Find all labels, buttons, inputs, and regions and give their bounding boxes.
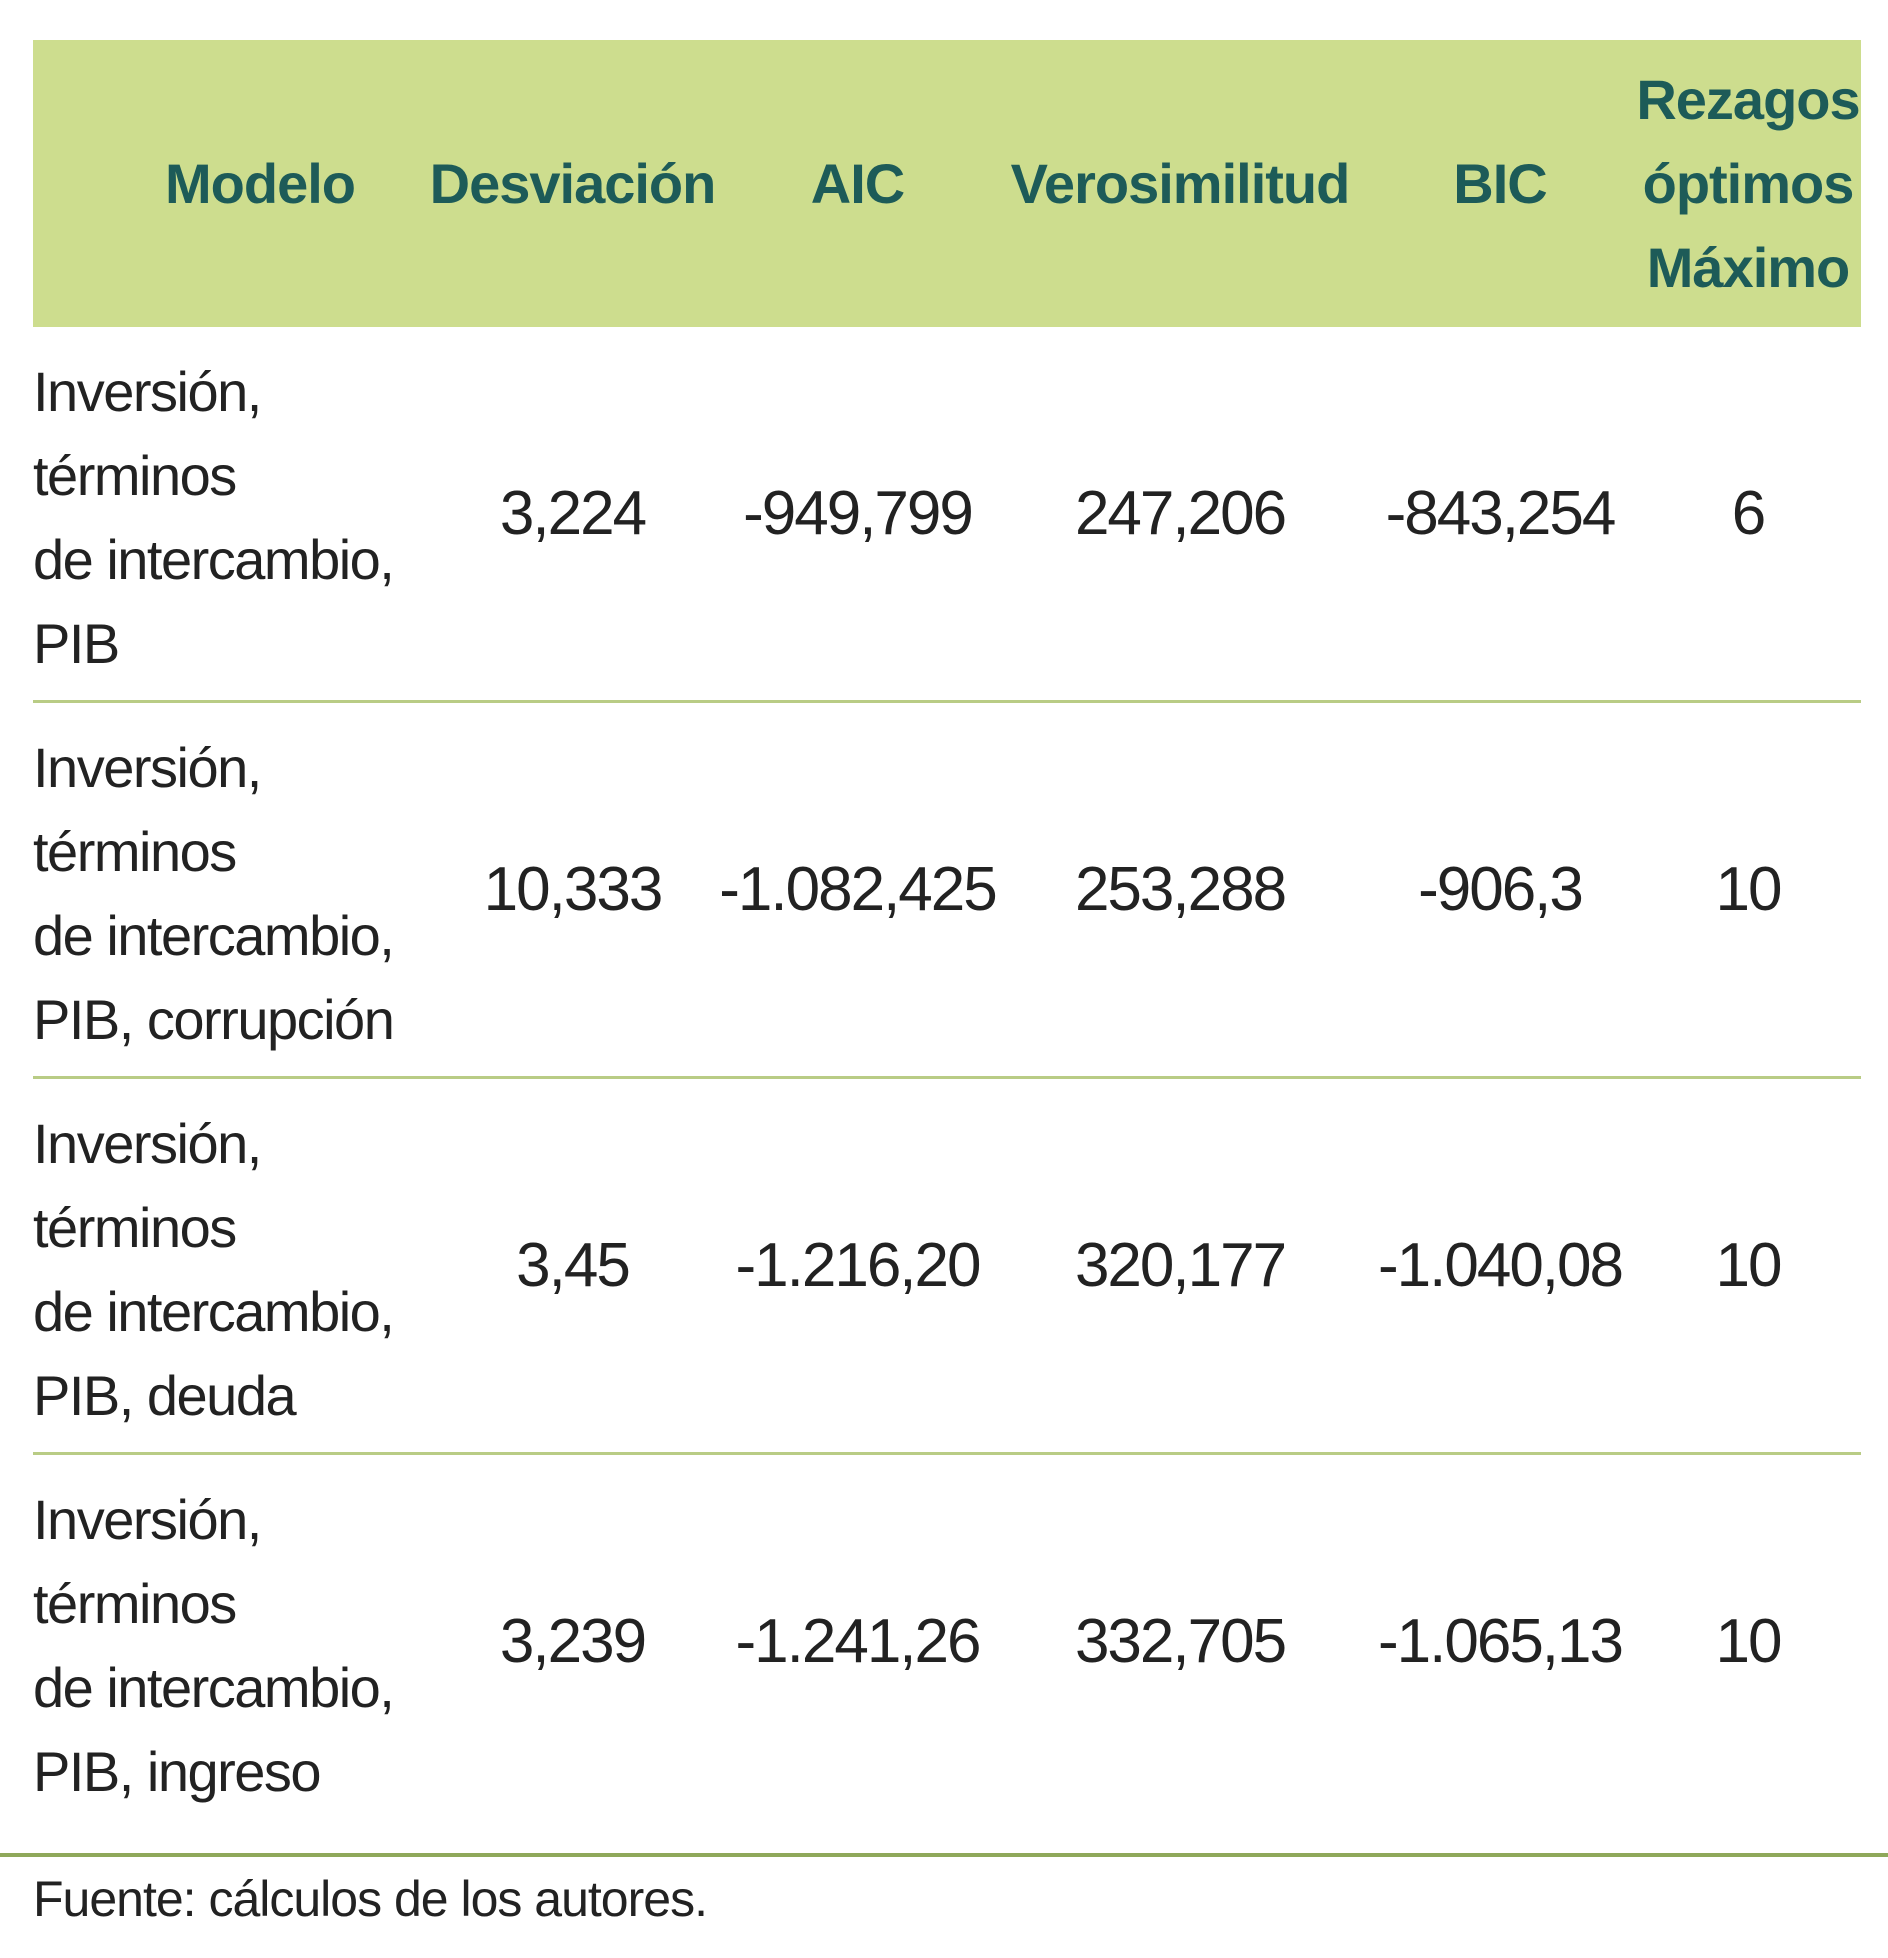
cell-rezagos: 6: [1731, 479, 1765, 548]
cell-aic: -949,799: [743, 479, 972, 548]
source-note: Fuente: cálculos de los autores.: [33, 1871, 707, 1927]
cell-modelo-line: términos: [33, 820, 236, 883]
table-bottom-rule: [0, 1853, 1888, 1857]
cell-desviacion: 3,45: [516, 1231, 629, 1300]
cell-verosimilitud: 247,206: [1074, 479, 1286, 548]
cell-modelo-line: términos: [33, 1196, 236, 1259]
cell-modelo: [33, 1478, 393, 1814]
cell-verosimilitud: 320,177: [1074, 1231, 1286, 1300]
cell-aic: -1.082,425: [719, 855, 996, 924]
header-aic: AIC: [810, 151, 905, 215]
header-rezagos-line: Rezagos: [1636, 67, 1860, 131]
cell-modelo-line: Inversión,: [33, 736, 261, 799]
cell-modelo-line: PIB, ingreso: [33, 1740, 321, 1803]
cell-modelo-line: términos: [33, 444, 236, 507]
cell-modelo-line: Inversión,: [33, 1488, 261, 1551]
cell-bic: -843,254: [1385, 479, 1615, 548]
cell-desviacion: 10,333: [483, 855, 662, 924]
cell-modelo-line: de intercambio,: [33, 904, 394, 967]
cell-rezagos: 10: [1715, 1607, 1781, 1676]
cell-verosimilitud: 253,288: [1074, 855, 1286, 924]
cell-modelo-line: de intercambio,: [33, 1280, 394, 1343]
cell-desviacion: 3,239: [499, 1607, 646, 1676]
header-rezagos-line: óptimos: [1642, 151, 1854, 215]
cell-bic: -906,3: [1418, 855, 1582, 924]
cell-modelo-line: de intercambio,: [33, 1656, 394, 1719]
cell-verosimilitud: 332,705: [1074, 1607, 1286, 1676]
cell-modelo-line: de intercambio,: [33, 528, 394, 591]
cell-desviacion: 3,224: [499, 479, 646, 548]
cell-rezagos: 10: [1715, 1231, 1781, 1300]
header-rezagos: [1635, 40, 1861, 327]
header-rezagos-line: Máximo: [1646, 235, 1850, 299]
cell-aic: -1.216,20: [735, 1231, 980, 1300]
header-modelo: Modelo: [165, 151, 355, 215]
cell-modelo-line: PIB, corrupción: [33, 988, 394, 1051]
cell-modelo-line: PIB, deuda: [33, 1364, 296, 1427]
header-desviacion: Desviación: [429, 151, 716, 215]
header-verosimilitud: Verosimilitud: [1010, 151, 1350, 215]
cell-bic: -1.065,13: [1378, 1607, 1622, 1676]
cell-modelo: [33, 350, 393, 686]
cell-modelo-line: PIB: [33, 612, 119, 675]
cell-aic: -1.241,26: [735, 1607, 980, 1676]
cell-modelo-line: términos: [33, 1572, 236, 1635]
cell-modelo-line: Inversión,: [33, 1112, 261, 1175]
cell-rezagos: 10: [1715, 855, 1781, 924]
cell-modelo-line: Inversión,: [33, 360, 261, 423]
header-bic: BIC: [1453, 151, 1547, 215]
cell-bic: -1.040,08: [1378, 1231, 1622, 1300]
cell-modelo: [33, 1102, 393, 1438]
cell-modelo: [33, 726, 393, 1062]
